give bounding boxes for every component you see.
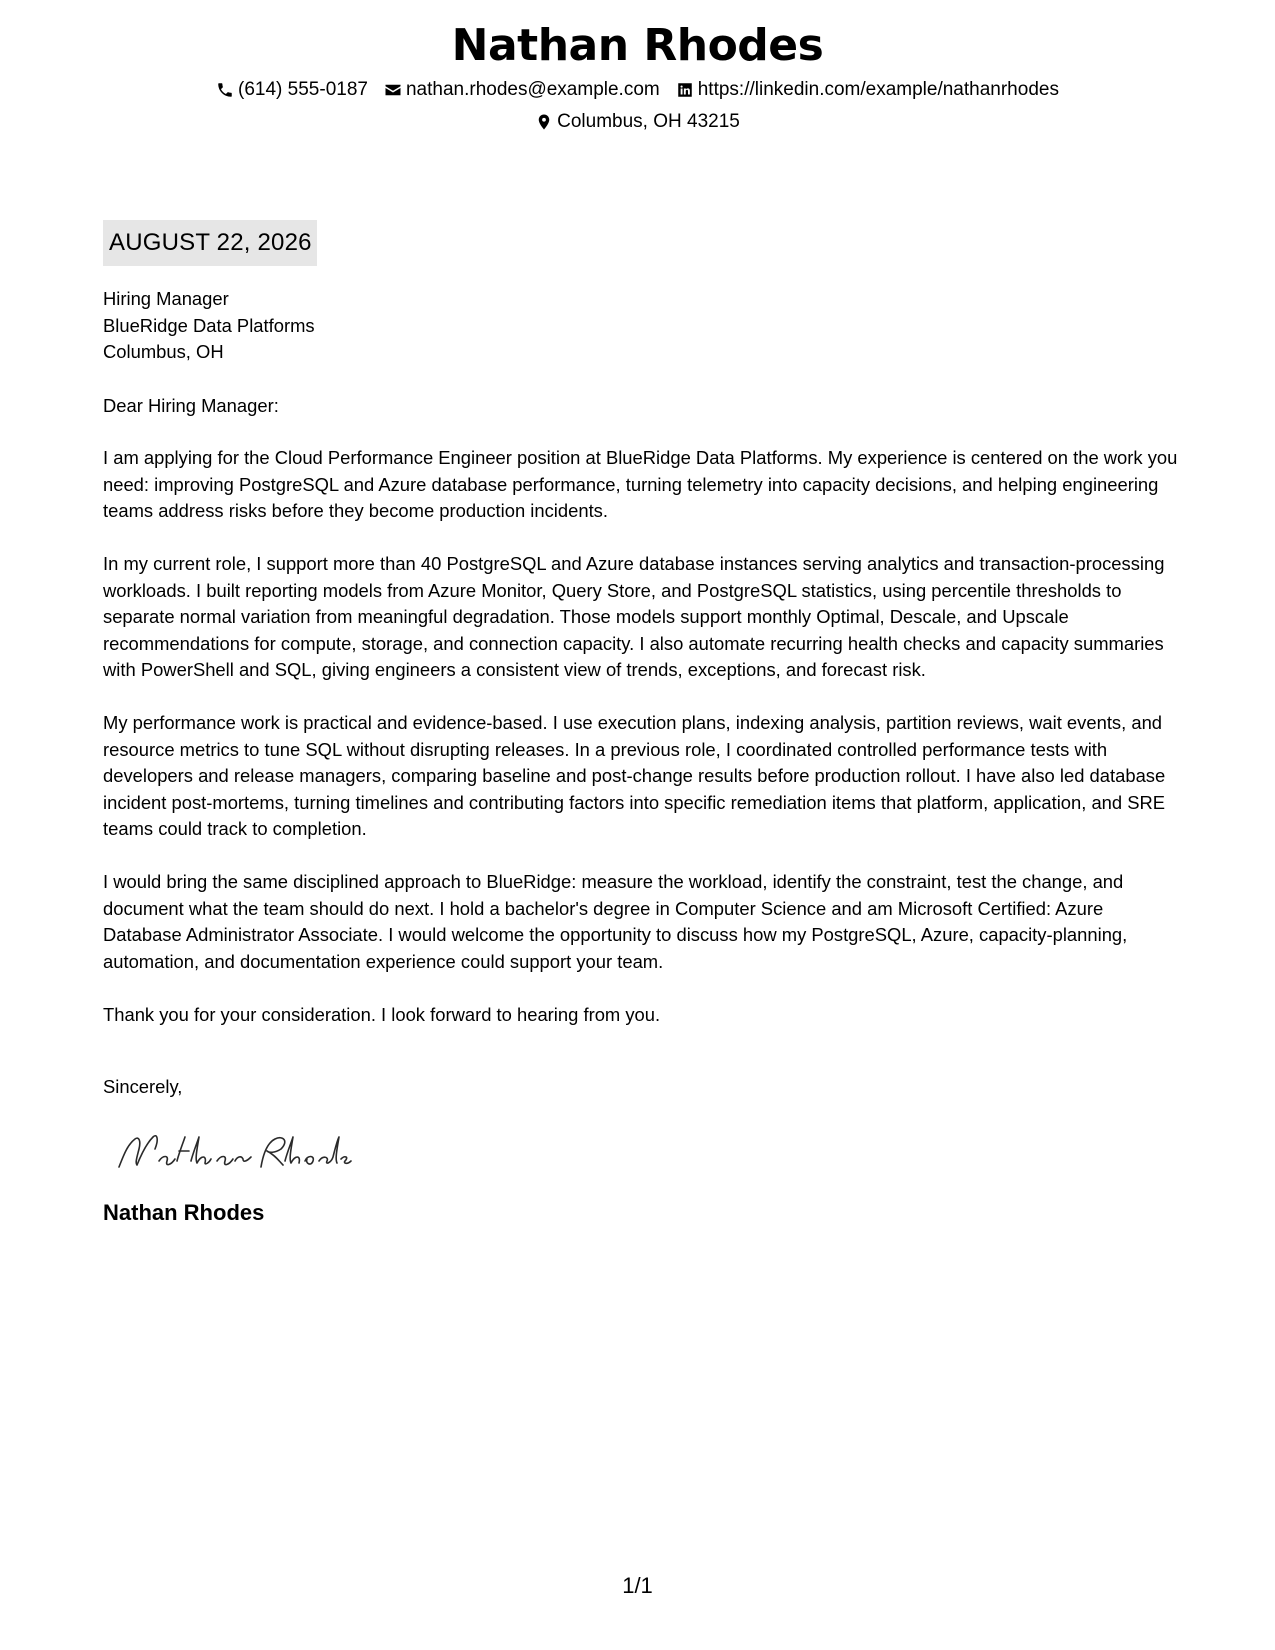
linkedin-link[interactable]: https://linkedin.com/example/nathanrhodes [697, 79, 1059, 100]
linkedin-icon [676, 81, 694, 99]
recipient-block [103, 286, 1178, 366]
recipient-company: BlueRidge Data Platforms [103, 314, 315, 336]
contact-row [0, 78, 1275, 102]
applicant-name: Nathan Rhodes [451, 20, 824, 71]
body-paragraph: In my current role, I support more than 40 PostgreSQL and Azure database instances serving analytics and transaction-processing workloads. I built reporting models from Azure Monitor, Query Store, and PostgreSQL statistics, using percentile thresholds to separate normal variation from meaningful degradation. Those models support monthly Optimal, Descale, and Upscale recommendations for compute, storage, and connection capacity. I also automate recurring health checks and capacity summaries with PowerShell and SQL, giving engineers a consistent view of trends, exceptions, and forecast risk. [103, 553, 1165, 680]
phone-icon [216, 81, 234, 99]
email-contact[interactable] [384, 78, 660, 102]
body-paragraph: I would bring the same disciplined approach to BlueRidge: measure the workload, identify the constraint, test the change, and document what the team should do next. I hold a bachelor's degree in Computer Science and am Microsoft Certified: Azure Database Administrator Associate. I would welcome the opportunity to discuss how my PostgreSQL, Azure, capacity-planning, automation, and documentation experience could support your team. [103, 871, 1128, 972]
location-row [0, 110, 1275, 134]
signature-image [113, 1127, 353, 1177]
letter-header [0, 18, 1275, 134]
letter-date: AUGUST 22, 2026 [103, 220, 317, 266]
body-paragraph: I am applying for the Cloud Performance Engineer position at BlueRidge Data Platforms. My experience is centered on the work you need: improving PostgreSQL and Azure database performance, turning telemetry into capacity decisions, and helping engineering teams address risks before they become production incidents. [103, 447, 1178, 521]
letter-body [103, 220, 1178, 1227]
salutation: Dear Hiring Manager: [103, 394, 279, 416]
recipient-location: Columbus, OH [103, 341, 224, 362]
location-contact [535, 110, 740, 134]
linkedin-contact[interactable] [676, 78, 1059, 102]
signer-name: Nathan Rhodes [103, 1199, 265, 1225]
email-link[interactable]: nathan.rhodes@example.com [405, 79, 660, 100]
location-text: Columbus, OH 43215 [557, 111, 740, 132]
map-pin-icon [535, 113, 553, 131]
recipient-title: Hiring Manager [103, 288, 229, 309]
phone-text: (614) 555-0187 [238, 79, 368, 100]
envelope-icon [384, 81, 402, 99]
closing: Sincerely, [103, 1076, 183, 1097]
page-number: 1/1 [622, 1573, 653, 1598]
body-paragraph: Thank you for your consideration. I look forward to hearing from you. [103, 1003, 661, 1025]
body-paragraph: My performance work is practical and evidence-based. I use execution plans, indexing analysis, partition reviews, wait events, and resource metrics to tune SQL without disrupting releases. In a previous role, I coordinated controlled performance tests with developers and release managers, comparing baseline and post-change results before production rollout. I have also led database incident post-mortems, turning timelines and contributing factors into specific remediation items that platform, application, and SRE teams could track to completion. [103, 712, 1166, 839]
phone-contact [216, 78, 368, 102]
